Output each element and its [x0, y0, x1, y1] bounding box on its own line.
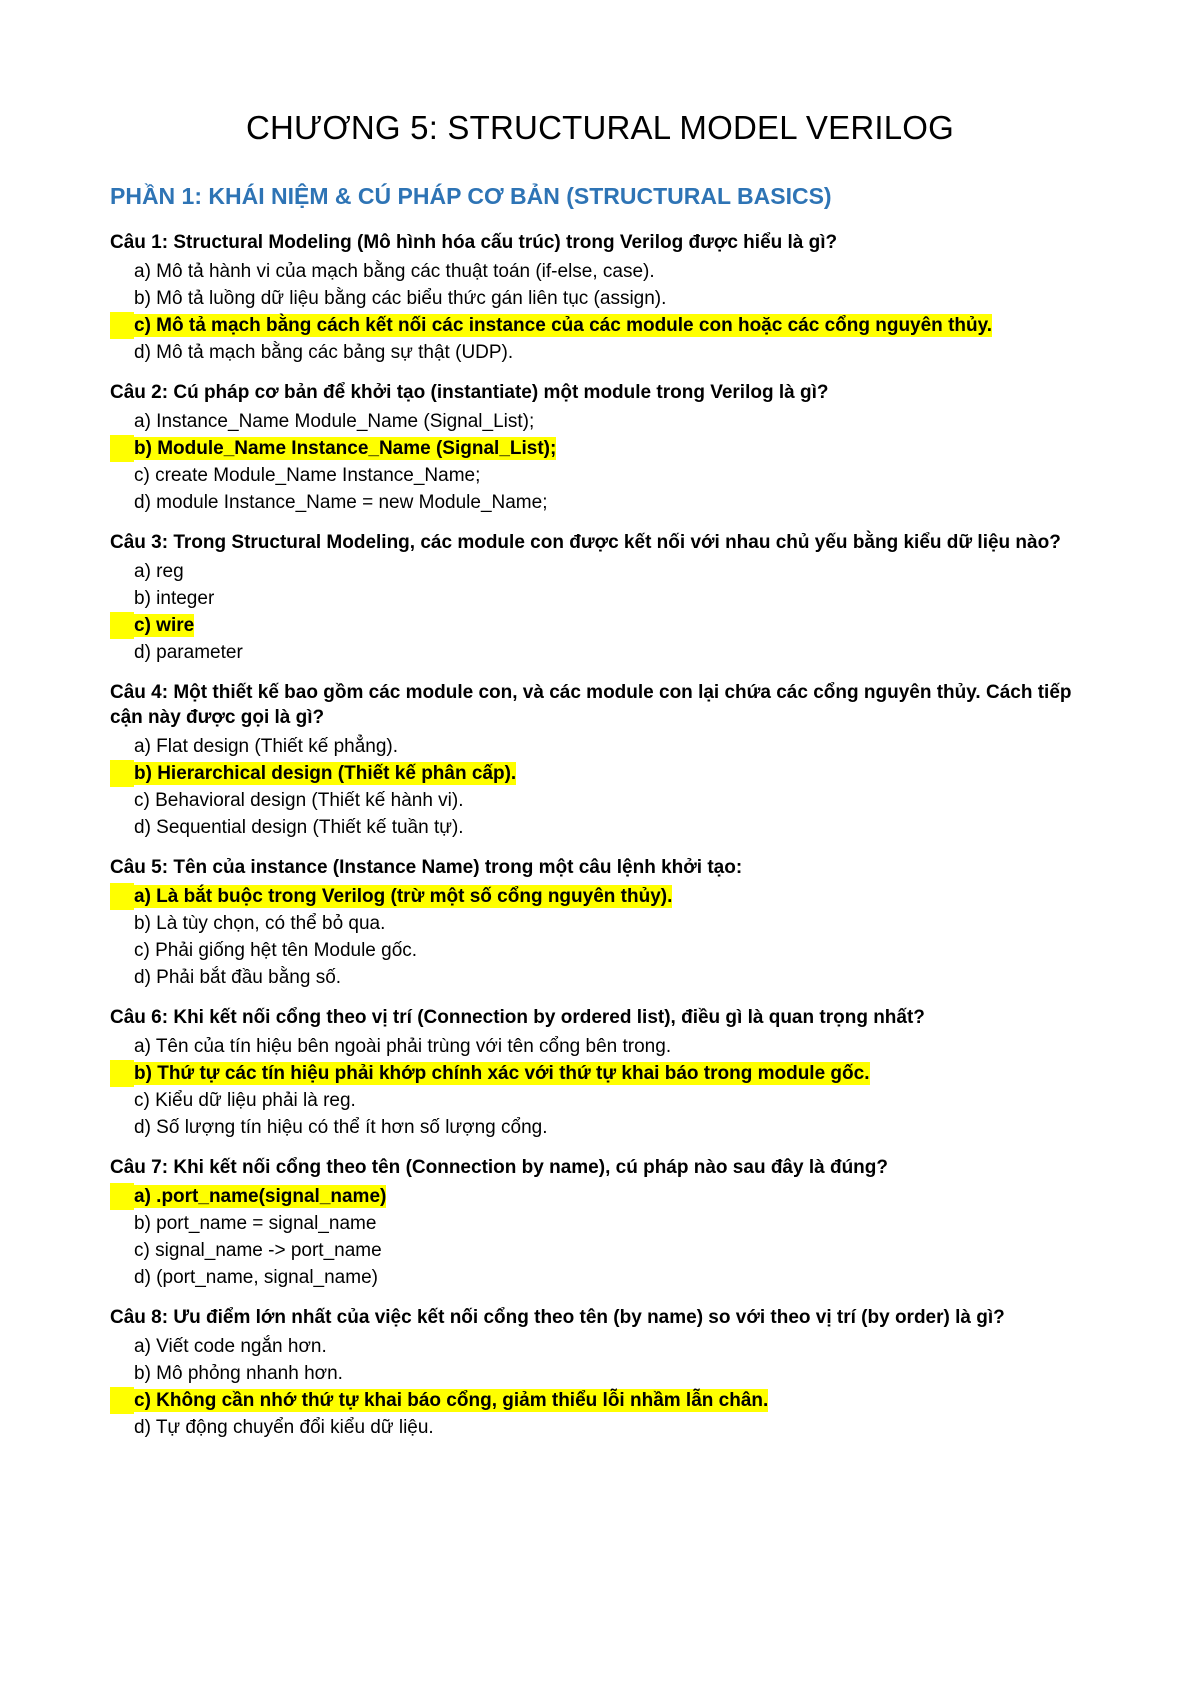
question-block	[110, 855, 1100, 991]
answer-option: d) parameter	[134, 642, 243, 663]
answer-text: b) Thứ tự các tín hiệu phải khớp chính xác với thứ tự khai báo trong module gốc.	[134, 1063, 870, 1084]
answer-option: b) integer	[134, 588, 215, 609]
question-stem: Câu 4: Một thiết kế bao gồm các module con, và các module con lại chứa các cổng nguyên thủy. Cách tiếp cận này được gọi là gì?	[110, 682, 1072, 728]
question-block	[110, 380, 1100, 516]
answer-option: b) Là tùy chọn, có thể bỏ qua.	[134, 913, 386, 934]
correct-answer-option	[110, 1060, 1100, 1087]
highlight-lead	[110, 760, 134, 787]
answer-option: a) Viết code ngắn hơn.	[134, 1336, 327, 1357]
highlight-lead	[110, 312, 134, 339]
question-stem: Câu 1: Structural Modeling (Mô hình hóa cấu trúc) trong Verilog được hiểu là gì?	[110, 232, 838, 253]
correct-answer-option	[110, 883, 1100, 910]
question-block	[110, 230, 1100, 366]
answer-text: c) Mô tả mạch bằng cách kết nối các instance của các module con hoặc các cổng nguyên thủy.	[134, 315, 993, 336]
answer-option: a) reg	[134, 561, 184, 582]
answer-text: c) Không cần nhớ thứ tự khai báo cổng, giảm thiểu lỗi nhầm lẫn chân.	[134, 1390, 769, 1411]
highlight-lead	[110, 1387, 134, 1414]
correct-answer-option	[110, 612, 1100, 639]
answer-option: a) Mô tả hành vi của mạch bằng các thuật toán (if-else, case).	[134, 261, 655, 282]
answer-option: c) Phải giống hệt tên Module gốc.	[134, 940, 418, 961]
question-stem: Câu 7: Khi kết nối cổng theo tên (Connection by name), cú pháp nào sau đây là đúng?	[110, 1157, 888, 1178]
correct-answer-option	[110, 1183, 1100, 1210]
answer-option: c) Kiểu dữ liệu phải là reg.	[134, 1090, 356, 1111]
answer-option: d) Số lượng tín hiệu có thể ít hơn số lượng cổng.	[134, 1117, 548, 1138]
question-block	[110, 530, 1100, 666]
answer-option: b) port_name = signal_name	[134, 1213, 377, 1234]
answer-option: d) Tự động chuyển đổi kiểu dữ liệu.	[134, 1417, 434, 1438]
answer-option: c) Behavioral design (Thiết kế hành vi).	[134, 790, 464, 811]
question-stem: Câu 3: Trong Structural Modeling, các module con được kết nối với nhau chủ yếu bằng kiểu dữ liệu nào?	[110, 532, 1061, 553]
correct-answer-option	[110, 760, 1100, 787]
correct-answer-option	[110, 1387, 1100, 1414]
answer-text: a) Là bắt buộc trong Verilog (trừ một số cổng nguyên thủy).	[134, 886, 673, 907]
question-block	[110, 1155, 1100, 1291]
correct-answer-option	[110, 435, 1100, 462]
answer-option: a) Instance_Name Module_Name (Signal_List);	[134, 411, 535, 432]
answer-option: a) Tên của tín hiệu bên ngoài phải trùng với tên cổng bên trong.	[134, 1036, 672, 1057]
answer-option: d) module Instance_Name = new Module_Name;	[134, 492, 548, 513]
question-stem: Câu 6: Khi kết nối cổng theo vị trí (Connection by ordered list), điều gì là quan trọng nhất?	[110, 1007, 925, 1028]
correct-answer-option	[110, 312, 1100, 339]
answer-option: a) Flat design (Thiết kế phẳng).	[134, 736, 399, 757]
question-stem: Câu 2: Cú pháp cơ bản để khởi tạo (instantiate) một module trong Verilog là gì?	[110, 382, 829, 403]
answer-text: c) wire	[134, 615, 195, 636]
question-block	[110, 1005, 1100, 1141]
chapter-title: CHƯƠNG 5: STRUCTURAL MODEL VERILOG	[245, 109, 955, 146]
question-stem: Câu 5: Tên của instance (Instance Name) trong một câu lệnh khởi tạo:	[110, 857, 743, 878]
answer-text: a) .port_name(signal_name)	[134, 1186, 387, 1207]
answer-option: d) Sequential design (Thiết kế tuần tự).	[134, 817, 464, 838]
answer-option: b) Mô tả luồng dữ liệu bằng các biểu thức gán liên tục (assign).	[134, 288, 667, 309]
highlight-lead	[110, 883, 134, 910]
question-list	[110, 230, 1100, 1455]
question-stem: Câu 8: Ưu điểm lớn nhất của việc kết nối cổng theo tên (by name) so với theo vị trí (by order) là gì?	[110, 1307, 1005, 1328]
answer-option: c) create Module_Name Instance_Name;	[134, 465, 481, 486]
question-block	[110, 1305, 1100, 1441]
answer-option: b) Mô phỏng nhanh hơn.	[134, 1363, 343, 1384]
answer-option: d) Mô tả mạch bằng các bảng sự thật (UDP).	[134, 342, 514, 363]
answer-text: b) Module_Name Instance_Name (Signal_List);	[134, 438, 557, 459]
highlight-lead	[110, 1183, 134, 1210]
highlight-lead	[110, 1060, 134, 1087]
answer-text: b) Hierarchical design (Thiết kế phân cấp).	[134, 763, 517, 784]
answer-option: d) Phải bắt đầu bằng số.	[134, 967, 342, 988]
highlight-lead	[110, 612, 134, 639]
answer-option: d) (port_name, signal_name)	[134, 1267, 378, 1288]
highlight-lead	[110, 435, 134, 462]
question-block	[110, 680, 1100, 841]
part-title: PHẦN 1: KHÁI NIỆM & CÚ PHÁP CƠ BẢN (STRUCTURAL BASICS)	[110, 183, 832, 209]
answer-option: c) signal_name -> port_name	[134, 1240, 382, 1261]
